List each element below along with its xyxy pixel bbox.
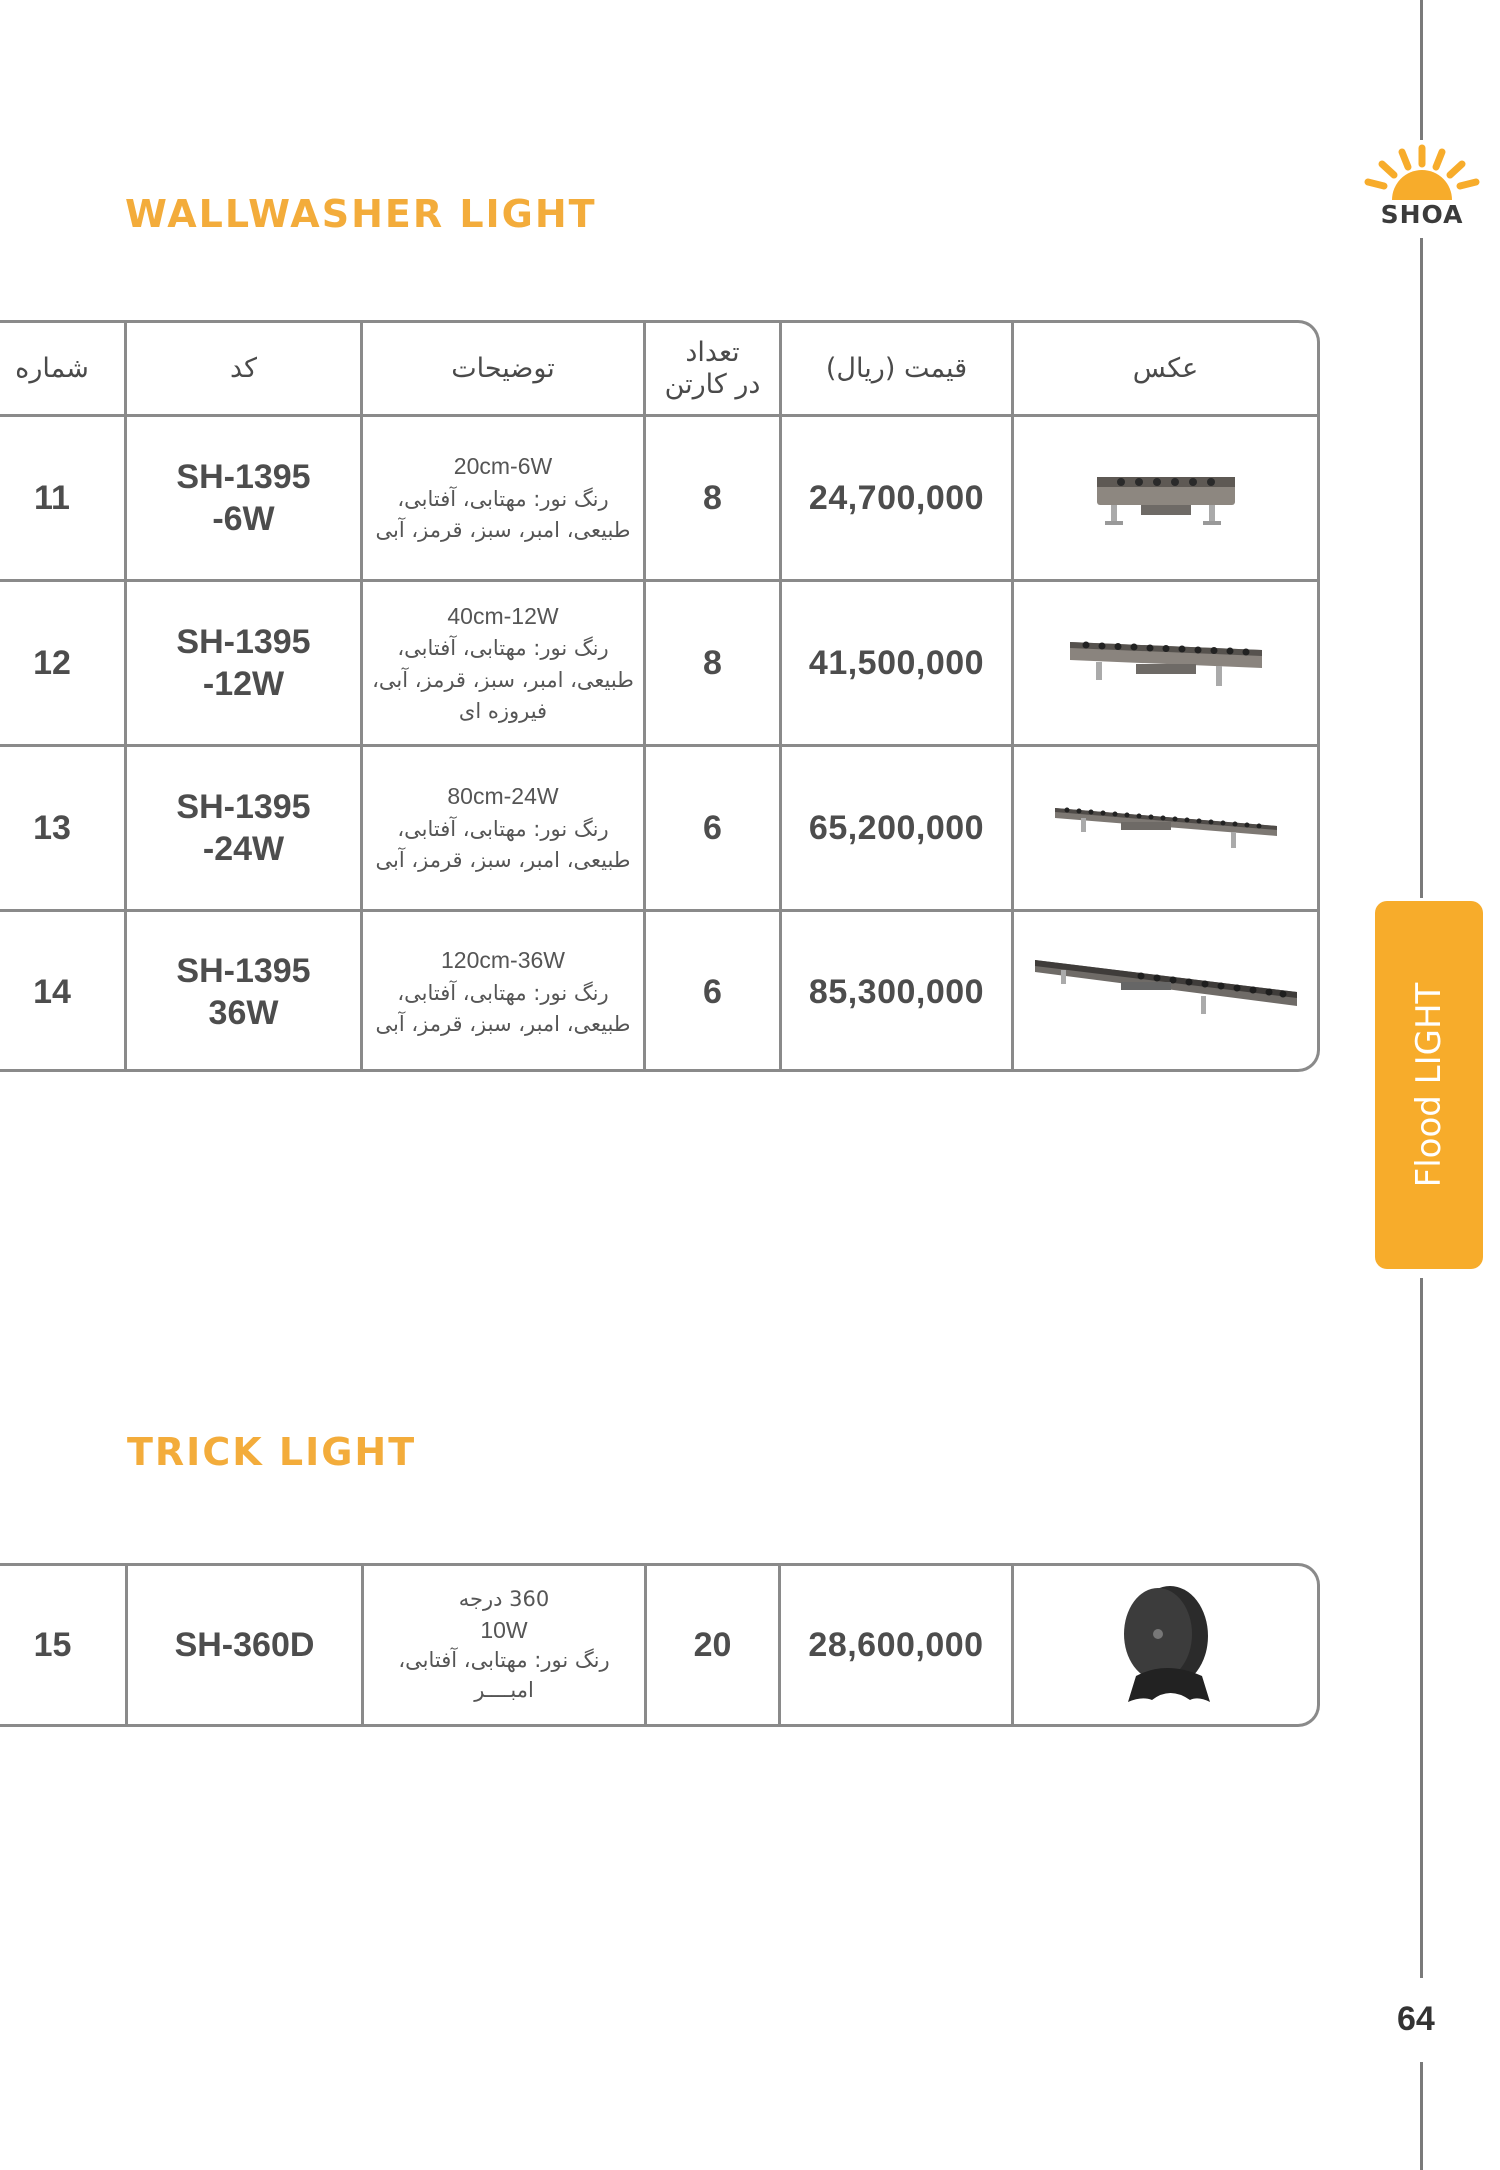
row-number: 12 — [33, 643, 71, 682]
carton-qty: 6 — [703, 972, 722, 1011]
section-title: TRICK LIGHT — [127, 1430, 417, 1474]
product-photo — [1014, 912, 1317, 1072]
edge-rule — [1420, 0, 1423, 140]
section-title: WALLWASHER LIGHT — [125, 192, 597, 236]
row-number: 13 — [33, 808, 71, 847]
wallwasher-24w-icon — [1051, 798, 1281, 858]
product-code: SH-1395 -24W — [176, 787, 311, 868]
product-price: 85,300,000 — [808, 972, 985, 1011]
price-table — [0, 320, 1320, 1072]
product-description — [363, 417, 643, 579]
page-number: 64 — [1397, 2000, 1435, 2038]
desc-colors: رنگ نور: مهتابی، آفتابی، طبیعی، امبر، سبز، قرمز، آبی — [375, 486, 631, 543]
product-photo — [1014, 1566, 1317, 1724]
desc-angle: 360 درجه — [458, 1586, 550, 1611]
wallwasher-6w-icon — [1091, 463, 1241, 533]
desc-size: 20cm-6W — [453, 453, 553, 480]
product-code: SH-360D — [174, 1625, 315, 1664]
brand-logo — [1362, 142, 1482, 234]
product-code: SH-1395 -6W — [176, 457, 311, 538]
side-tab[interactable] — [1375, 901, 1483, 1269]
row-number: 11 — [34, 478, 70, 517]
carton-qty: 8 — [703, 643, 722, 682]
row-number: 14 — [33, 972, 71, 1011]
desc-size: 120cm-36W — [441, 947, 565, 974]
carton-qty: 20 — [693, 1625, 732, 1664]
desc-power: 10W — [480, 1617, 528, 1644]
edge-rule — [1420, 238, 1423, 898]
side-tab-label: Flood LIGHT — [1409, 982, 1449, 1188]
header-qty — [646, 323, 779, 414]
desc-size: 80cm-24W — [447, 783, 559, 810]
product-code: SH-1395 -12W — [176, 622, 311, 703]
brand-name: SHOA — [1380, 200, 1464, 229]
product-price: 28,600,000 — [808, 1625, 984, 1664]
product-photo — [1014, 747, 1317, 909]
desc-size: 40cm-12W — [447, 602, 559, 629]
carton-qty: 8 — [703, 478, 722, 517]
product-price: 65,200,000 — [808, 808, 985, 847]
desc-colors: رنگ نور: مهتابی، آفتابی، طبیعی، امبر، سبز، قرمز، آبی — [375, 816, 631, 873]
header-photo: عکس — [1132, 352, 1199, 384]
row-number: 15 — [33, 1625, 72, 1664]
trick-light-icon — [1106, 1580, 1226, 1710]
sun-logo-icon — [1362, 142, 1482, 202]
header-qty-line: در کارتن — [664, 368, 761, 400]
edge-rule — [1420, 2062, 1423, 2170]
desc-colors: رنگ نور: مهتابی، آفتابی، طبیعی، امبر، سبز، قرمز، آبی — [375, 980, 631, 1037]
product-description — [364, 1566, 644, 1724]
product-description — [363, 912, 643, 1072]
header-price: قیمت (ریال) — [825, 352, 968, 384]
header-qty-line: تعداد — [685, 337, 740, 369]
product-price: 41,500,000 — [808, 643, 985, 682]
desc-colors: رنگ نور: مهتابی، آفتابی، طبیعی، امبر، سبز، قرمز، آبی، فیروزه ای — [372, 636, 634, 723]
header-description: توضیحات — [451, 352, 555, 384]
product-description — [363, 582, 643, 744]
product-photo — [1014, 417, 1317, 579]
wallwasher-12w-icon — [1066, 628, 1266, 698]
header-code: کد — [229, 352, 258, 384]
wallwasher-36w-icon — [1031, 952, 1301, 1032]
carton-qty: 6 — [703, 808, 722, 847]
product-photo — [1014, 582, 1317, 744]
product-price: 24,700,000 — [808, 478, 985, 517]
product-code: SH-1395 36W — [176, 951, 311, 1032]
edge-rule — [1420, 1278, 1423, 1978]
desc-colors: رنگ نور: مهتابی، آفتابی، امبــــر — [398, 1648, 610, 1702]
price-table — [0, 1563, 1320, 1727]
header-number: شماره — [15, 352, 89, 384]
product-description — [363, 747, 643, 909]
